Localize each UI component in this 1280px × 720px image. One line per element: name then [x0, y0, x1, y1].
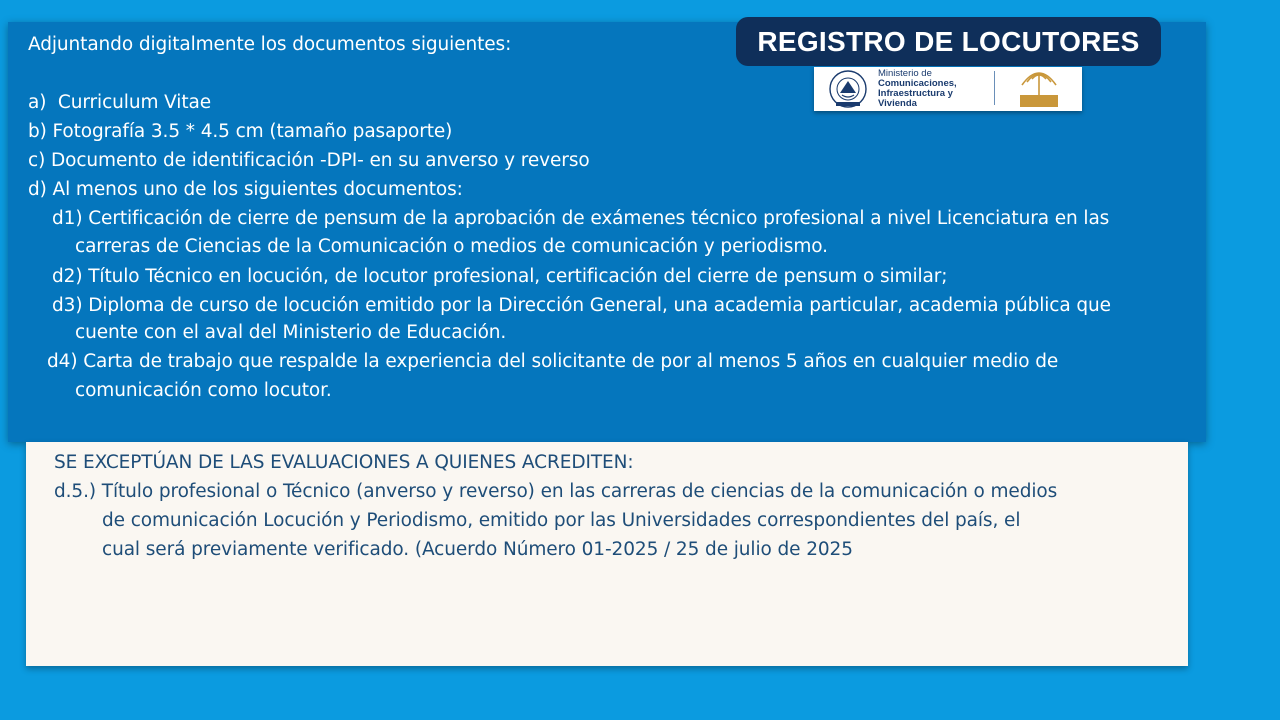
guatemala-seal-icon	[820, 69, 876, 109]
ministry-line: Infraestructura y	[878, 88, 953, 99]
exceptions-heading: SE EXCEPTÚAN DE LAS EVALUACIONES A QUIENES ACREDITEN:	[54, 452, 634, 473]
exception-text: Título profesional o Técnico (anverso y reverso) en las carreras de ciencias de la comunicación o medios	[101, 481, 1058, 502]
requirement-item-c	[28, 148, 590, 174]
ministry-line: Vivienda	[878, 98, 917, 109]
subitem-text: Diploma de curso de locución emitido por la Dirección General, una academia particular, academia pública que	[88, 295, 1111, 316]
subitem-d1-line1	[52, 206, 1109, 232]
requirements-intro: Adjuntando digitalmente los documentos siguientes:	[28, 34, 512, 55]
ministry-logo	[814, 67, 1082, 111]
exception-d5-line1	[54, 479, 1057, 505]
ministry-line: Comunicaciones,	[878, 78, 957, 89]
subitem-text: Carta de trabajo que respalde la experiencia del solicitante de por al menos 5 años en cualquier medio de	[83, 351, 1059, 372]
requirement-label: a)	[28, 92, 47, 113]
requirement-label: c)	[28, 150, 46, 171]
requirement-item-a	[28, 90, 211, 116]
requirement-text: Al menos uno de los siguientes documentos:	[52, 179, 463, 200]
subitem-d2-line1	[52, 264, 947, 290]
ministry-line: Ministerio de	[878, 68, 932, 79]
requirement-label: b)	[28, 121, 47, 142]
subitem-label: d4)	[47, 351, 78, 372]
subitem-text: Certificación de cierre de pensum de la aprobación de exámenes técnico profesional a nivel Licenciatura en las	[88, 208, 1110, 229]
requirement-label: d)	[28, 179, 47, 200]
requirement-text: Fotografía 3.5 * 4.5 cm (tamaño pasaporte)	[52, 121, 453, 142]
page-title: REGISTRO DE LOCUTORES	[736, 17, 1161, 66]
dgrtn-logo-icon	[1010, 69, 1068, 109]
requirement-item-d	[28, 177, 463, 203]
subitem-d4-line2: comunicación como locutor.	[75, 380, 332, 401]
subitem-d4-line1	[47, 349, 1058, 375]
exception-d5-line2: de comunicación Locución y Periodismo, emitido por las Universidades correspondientes del país, el	[102, 510, 1021, 531]
subitem-label: d1)	[52, 208, 83, 229]
exception-d5-line3: cual será previamente verificado. (Acuerdo Número 01-2025 / 25 de julio de 2025	[102, 539, 853, 560]
logo-divider	[994, 71, 995, 105]
subitem-label: d2)	[52, 266, 83, 287]
exception-label: d.5.)	[54, 481, 96, 502]
requirement-text: Documento de identificación -DPI- en su anverso y reverso	[50, 150, 590, 171]
ministry-name	[878, 69, 996, 109]
subitem-d3-line2: cuente con el aval del Ministerio de Educación.	[75, 322, 507, 343]
requirement-text: Curriculum Vitae	[57, 92, 212, 113]
subitem-label: d3)	[52, 295, 83, 316]
subitem-d3-line1	[52, 293, 1111, 319]
requirement-item-b	[28, 119, 452, 145]
exceptions-panel	[26, 442, 1188, 666]
subitem-text: Título Técnico en locución, de locutor profesional, certificación del cierre de pensum o similar;	[88, 266, 948, 287]
subitem-d1-line2: carreras de Ciencias de la Comunicación o medios de comunicación y periodismo.	[75, 236, 828, 257]
